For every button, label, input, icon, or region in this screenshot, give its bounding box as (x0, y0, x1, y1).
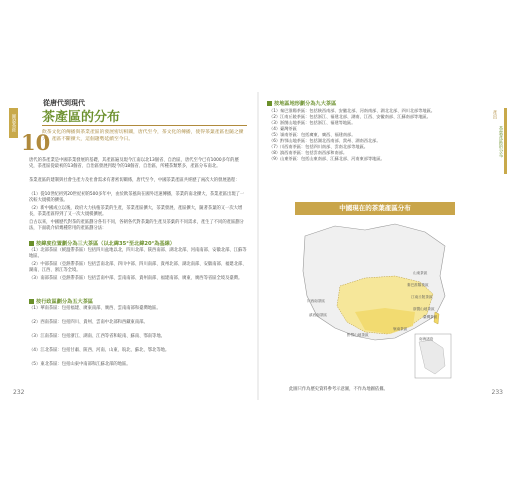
side-tab-right (487, 108, 507, 174)
paragraph: （1）從10世紀初到20世紀初的500多年中，由於飲茶風尚在國外迅速傳播，茶業的南北擴大，茶業產區出現了一次較大規模的擴張。 (29, 192, 245, 204)
list-item: （5）東北茶區：包括山東中南部和江蘇北部的地區。 (29, 362, 131, 367)
left-page (9, 92, 257, 400)
side-tab-bar (504, 108, 507, 174)
list-item: （8）滇西南茶區：包括雲南西部和南部。 (269, 150, 348, 155)
map-label-shandong: 山東茶區 (413, 271, 428, 275)
map-label-qinba: 秦巴淮陽茶區 (407, 283, 429, 287)
china-tea-map (295, 216, 455, 384)
list-item: （2）江南丘陵茶區：包括浙江、福建北部、湖南、江西、安徽南部、江蘇南部等地區。 (269, 114, 431, 119)
list-item: （1）華南茶區：包括福建、廣東南部、廣西、雲南南部和臺灣地區。 (29, 306, 161, 311)
map-label-dianxi: 滇西南茶區 (309, 313, 327, 317)
map-label-qiane: 黔鄂山地茶區 (347, 333, 369, 337)
map-caption: 此圖只作為歷史資料參考示意圖，不作為地圖依據。 (289, 387, 388, 392)
side-label-top: 產出 (492, 110, 497, 119)
map-label-zhemin: 浙閩山地茶區 (413, 307, 435, 311)
list-item: （3）江南茶區：包括浙江、湖南、江西等省和皖南、蘇南、鄂南等地。 (29, 334, 165, 339)
list-item: （5）嶺南茶區：包括廣東、廣西、福建南部。 (269, 132, 356, 137)
map-label-lingnan: 嶺南茶區 (393, 327, 408, 331)
paragraph: 唐代的茶產業是中國茶業發展的基礎，其產區遍及現今江南以北13個省、自治區，唐代至今已有1000多年的歷史，茶產區從最初的13個省、自治區發展到現今的18個省、自治區，所種茶類繁多，產區分布南北。 (29, 158, 239, 170)
map-label-chuanxi: 川西南茶區 (307, 299, 325, 303)
page-title: 茶產區的分布 (42, 110, 121, 125)
map-svg (295, 216, 455, 384)
paragraph: （2）新中國成立以後，政府大力扶植茶業的生產，茶業產區擴大，茶業發展，產區擴大，隨著茶葉的又一次大增長，茶業產區得到了又一次大規模擴展。 (29, 206, 243, 218)
intro-text: 飲茶文化的傳播與茶業產區的發展密切相關，唐代至今，茶文化的傳播，使得茶葉產區也隨之擴大，產區不斷擴大，這個趨勢延續至今日。 (42, 130, 244, 142)
map-label-nanhai: 南海諸島 (419, 337, 434, 341)
list-item: （4）臺灣茶區 (269, 126, 297, 131)
map-label-jiangnan: 江南丘陵茶區 (411, 295, 433, 299)
list-item: （2）西南茶區：包括四川、貴州、雲南中北部和西藏東南部。 (29, 320, 148, 325)
right-page (259, 92, 507, 400)
list-item: （9）山東茶區：包括山東南部、江蘇北部、河南東部等地區。 (269, 156, 385, 161)
bullet-icon (29, 299, 34, 304)
list-item: （2）中部茶區（亞熱帶茶區）包括雲南北部、四川中部、四川南部、貴州北部、湖北南部、安徽南部、福建北部、湖南、江西、浙江等全境。 (29, 262, 247, 274)
bullet-icon (267, 101, 272, 106)
bullet-icon (29, 241, 34, 246)
book-spread (9, 92, 507, 400)
list-item: （4）江北茶區：包括甘肅、陝西、河南、山東、皖北、蘇北、鄂北等地。 (29, 348, 170, 353)
list-item: （3）浙閩山地茶區：包括浙江、福建等地區。 (269, 120, 356, 125)
paragraph: 自古以來，中國歷代對茶的產區劃分各有不同，各朝各代對茶葉的生產及茶葉的不同需求，產生了不同的產區劃分法，下面就介紹幾種常用的產區劃分法： (29, 220, 244, 232)
paragraph: 茶業產區的建制與社會生產力及社會需求有著密切關係，唐代至今，中國茶業產區共經歷了兩次大的發展過程： (29, 178, 240, 183)
list-item: （1）北部茶區（緩溫帶茶區）包括四川盆地以北，四川北部、陝西南部、湖北北部、河南南部、安徽北部、江蘇等地區。 (29, 248, 247, 260)
title-rule (42, 125, 247, 126)
list-item: （1）秦巴淮陽茶區：包括陝西南部、安徽北部、河南南部、湖北北部、四川北部等地區。 (269, 108, 435, 113)
list-item: （6）黔鄂山地茶區：包括湖北西南部、貴州、湖南西北部。 (269, 138, 381, 143)
subheading: 按緯度位置劃分為三大茶區（以北緯35°至北緯20°為基線） (29, 240, 175, 247)
map-label-taiwan: 臺灣茶區 (423, 315, 438, 319)
chapter-number: 10 (21, 130, 51, 155)
page-number: 233 (491, 389, 503, 396)
region-list (269, 108, 465, 162)
kicker: 從唐代到現代 (43, 99, 85, 107)
side-label: 茶葉產區的分布 (498, 126, 503, 158)
side-tab: 圖說茶經 (9, 108, 18, 138)
section-heading: 按地區地形劃分為九大茶區 (267, 100, 336, 107)
map-title: 中國現在的茶葉產區分布 (295, 202, 455, 215)
list-item: （7）川西南茶區：包括四川南部、雲南北部等地區。 (269, 144, 368, 149)
subheading: 按行政區劃分為五大茶區 (29, 298, 93, 305)
list-item: （3）南部茶區（亞熱帶茶區）包括雲南中部、雲南南部、貴州南部、福建南部、廣東、廣西等省區全境及臺灣。 (29, 276, 243, 281)
page-number: 232 (13, 389, 25, 396)
